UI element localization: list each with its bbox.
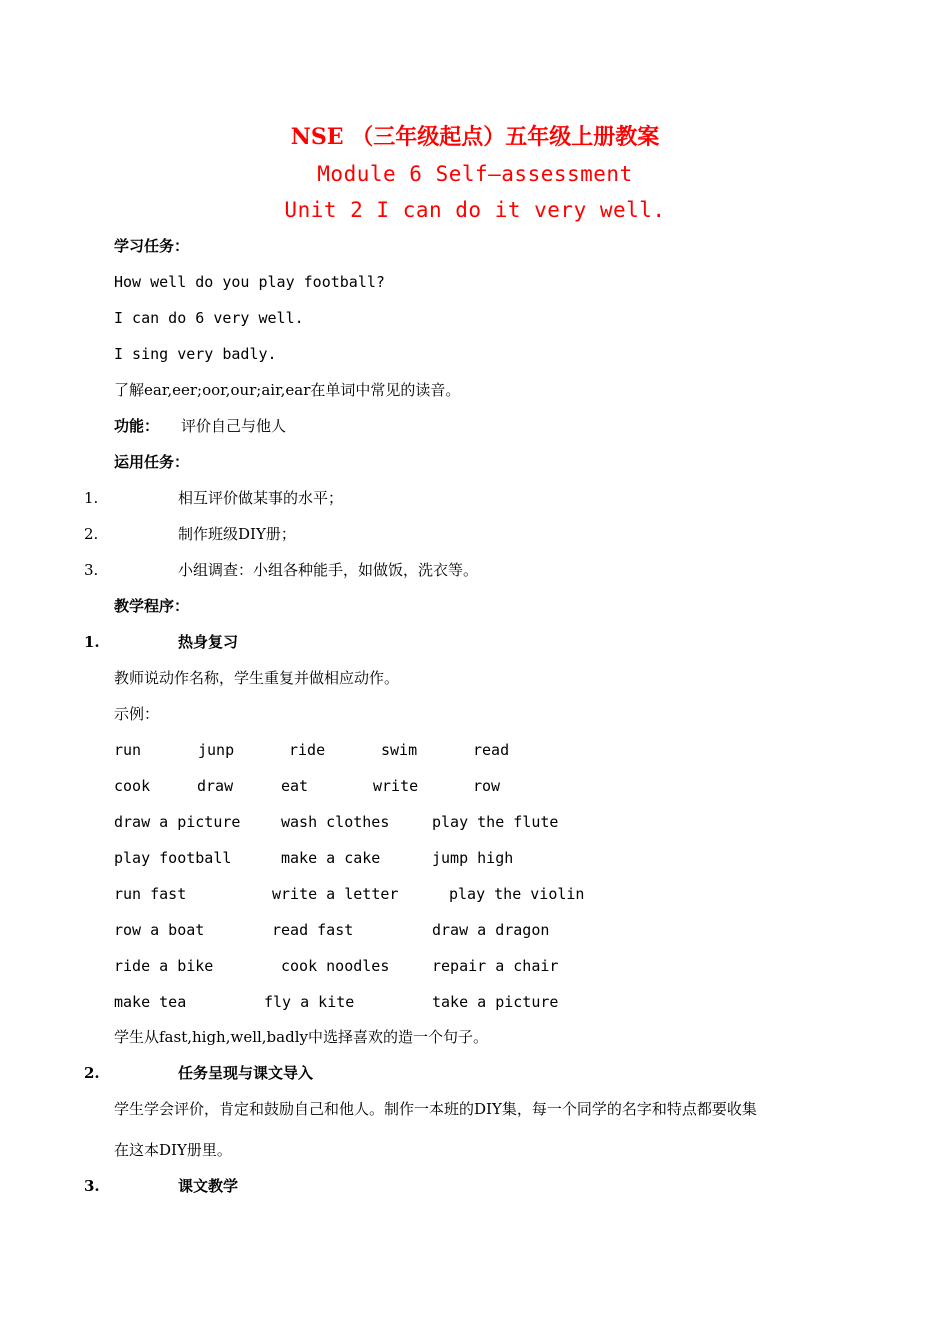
learning-task-line: I can do 6 very well. [114, 309, 304, 327]
document-title: NSE （三年级起点）五年级上册教案 [290, 124, 660, 150]
phrase-item: play the flute [432, 813, 559, 831]
phrase-item: wash clothes [281, 813, 390, 831]
word-item: swim [381, 741, 418, 759]
phrase-item: take a picture [432, 993, 559, 1011]
list-item: 小组调查：小组各种能手，如做饭，洗衣等。 [178, 561, 479, 579]
word-item: draw [197, 777, 234, 795]
step-title: 课文教学 [178, 1177, 239, 1195]
phrase-item: jump high [432, 849, 514, 867]
step-number: 2. [84, 1064, 100, 1082]
word-item: junp [198, 741, 235, 759]
list-number: 3. [84, 561, 99, 579]
list-number: 2. [84, 525, 99, 543]
function-heading: 功能： [114, 417, 160, 435]
list-item: 制作班级DIY册； [178, 525, 296, 543]
phrase-item: draw a picture [114, 813, 241, 831]
phrase-item: make tea [114, 993, 187, 1011]
function-text: 评价自己与他人 [181, 417, 287, 435]
step-title: 任务呈现与课文导入 [178, 1064, 314, 1082]
application-tasks-heading: 运用任务： [114, 453, 190, 471]
word-item: ride [289, 741, 326, 759]
phrase-item: play the violin [449, 885, 585, 903]
step-intro: 教师说动作名称，学生重复并做相应动作。 [114, 669, 400, 687]
learning-task-line: How well do you play football? [114, 273, 385, 291]
procedure-heading: 教学程序： [114, 597, 190, 615]
step-number: 1. [84, 633, 100, 651]
example-label: 示例： [114, 705, 160, 723]
step-text: 在这本DIY册里。 [114, 1141, 232, 1159]
phrase-item: fly a kite [264, 993, 355, 1011]
step-title: 热身复习 [178, 633, 239, 651]
learning-task-line: 了解ear,eer;oor,our;air,ear在单词中常见的读音。 [114, 381, 461, 399]
module-title: Module 6 Self—assessment [317, 162, 633, 186]
phrase-item: write a letter [272, 885, 399, 903]
phrase-item: play football [114, 849, 232, 867]
step-text: 学生学会评价，肯定和鼓励自己和他人。制作一本班的DIY集，每一个同学的名字和特点都要收集 [114, 1100, 757, 1118]
word-item: cook [114, 777, 151, 795]
step-closing: 学生从fast,high,well,badly中选择喜欢的造一个句子。 [114, 1028, 488, 1046]
phrase-item: row a boat [114, 921, 205, 939]
learning-tasks-heading: 学习任务： [114, 237, 190, 255]
word-item: read [473, 741, 510, 759]
phrase-item: make a cake [281, 849, 381, 867]
word-item: run [114, 741, 142, 759]
phrase-item: repair a chair [432, 957, 559, 975]
unit-title: Unit 2 I can do it very well. [284, 198, 666, 222]
phrase-item: run fast [114, 885, 187, 903]
word-item: write [373, 777, 419, 795]
phrase-item: cook noodles [281, 957, 390, 975]
step-number: 3. [84, 1177, 100, 1195]
word-item: row [473, 777, 501, 795]
list-number: 1. [84, 489, 99, 507]
phrase-item: read fast [272, 921, 354, 939]
word-item: eat [281, 777, 309, 795]
phrase-item: draw a dragon [432, 921, 550, 939]
list-item: 相互评价做某事的水平； [178, 489, 344, 507]
phrase-item: ride a bike [114, 957, 214, 975]
learning-task-line: I sing very badly. [114, 345, 277, 363]
